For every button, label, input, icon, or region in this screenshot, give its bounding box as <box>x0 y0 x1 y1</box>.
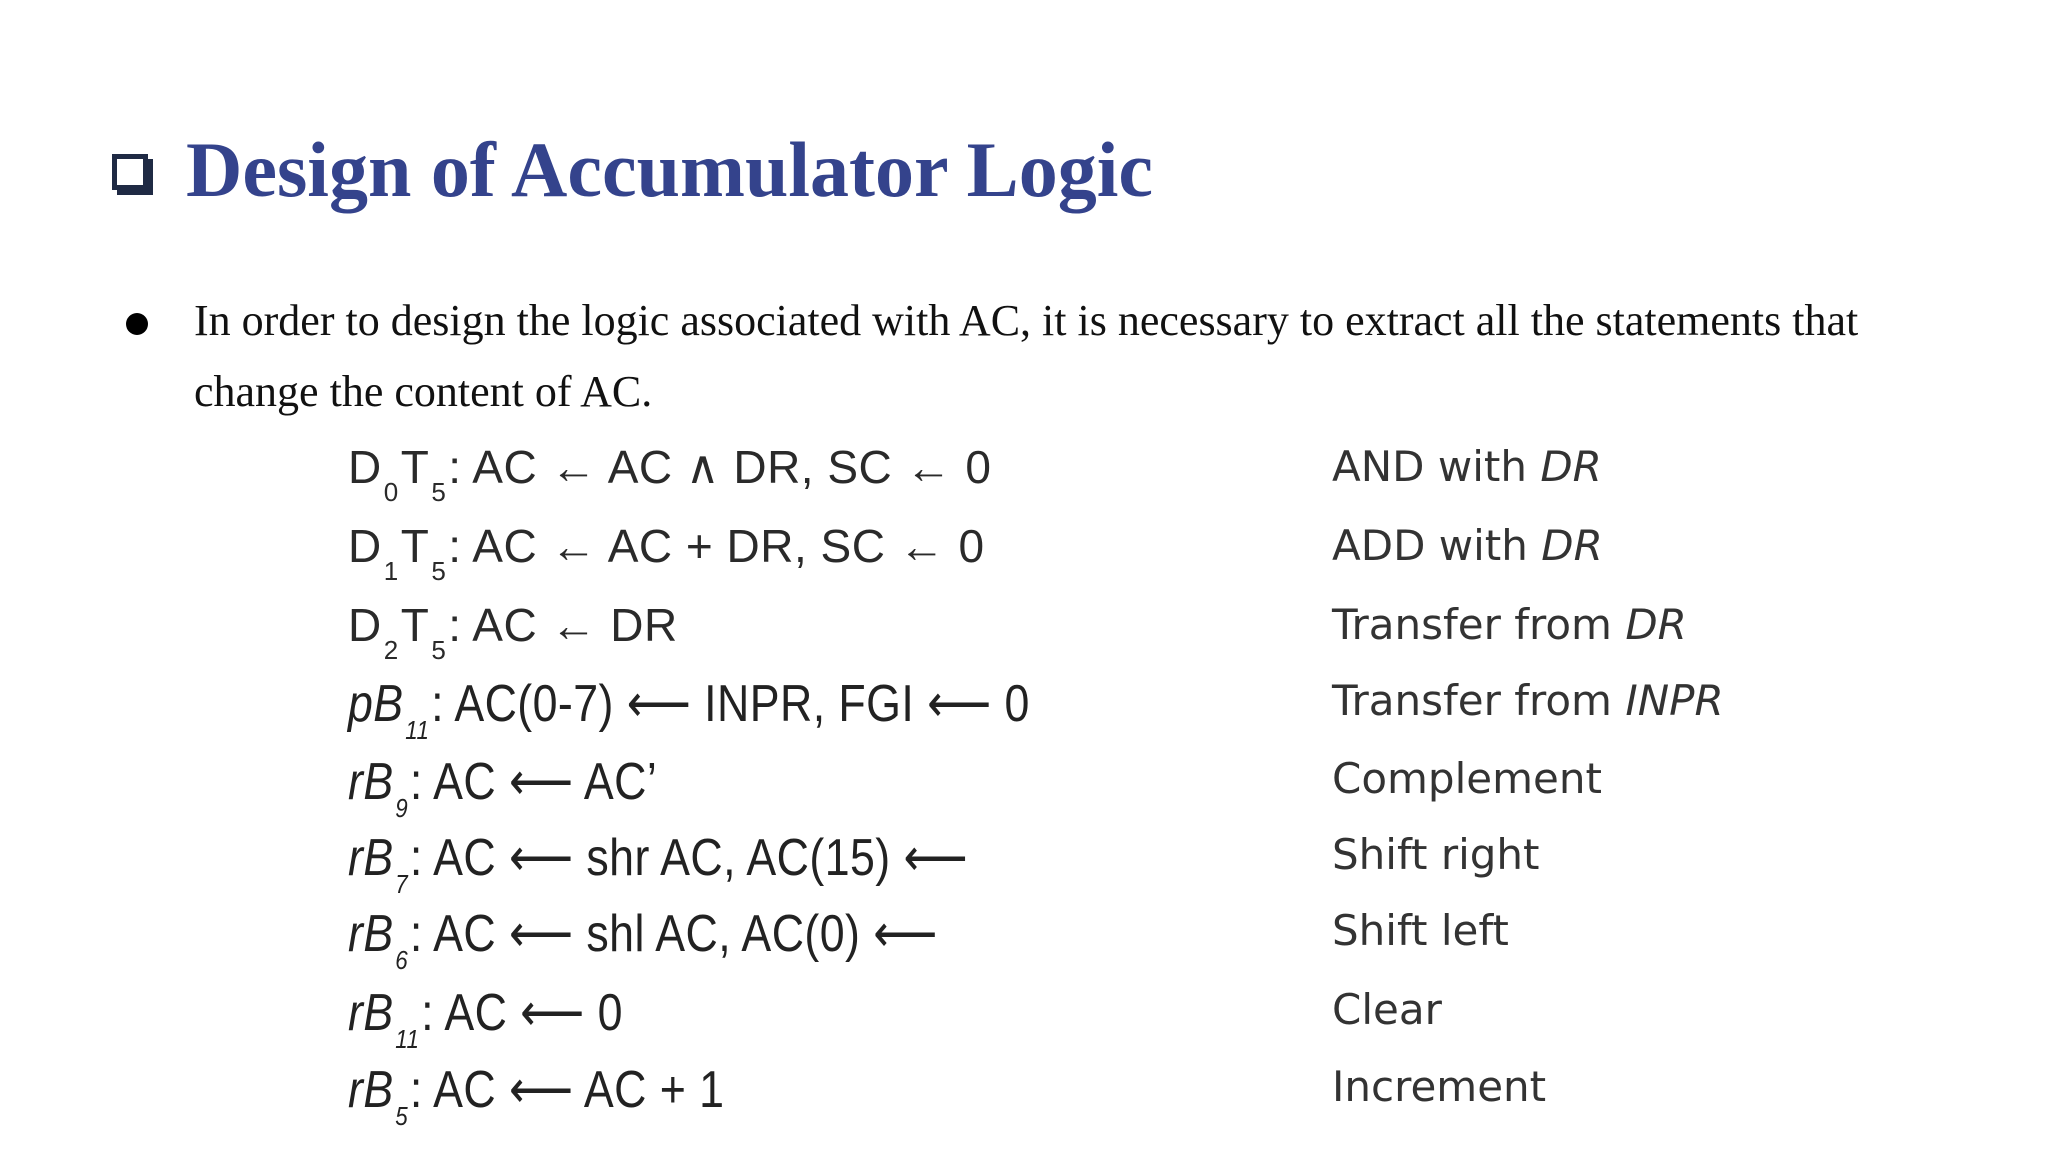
description-text: Complement <box>1332 754 1602 803</box>
statement-expression <box>348 828 968 900</box>
condition-var: D <box>348 520 382 572</box>
statement-expression <box>348 1060 724 1132</box>
statement-expression <box>348 904 938 976</box>
statement-description <box>1332 676 1724 725</box>
description-text: Increment <box>1332 1062 1547 1111</box>
condition-timing: T <box>400 599 430 651</box>
statement-description <box>1332 600 1687 649</box>
bullet-text: In order to design the logic associated with AC, it is necessary to extract all the statements that change the content of AC. <box>194 296 1859 416</box>
description-text: ADD with <box>1332 521 1542 570</box>
statement-description <box>1332 906 1509 955</box>
microoperation: : AC ← AC ∧ DR, SC ← 0 <box>448 441 992 493</box>
condition-subscript: 9 <box>395 793 409 823</box>
description-text: Transfer from <box>1332 676 1626 725</box>
statement-row <box>348 1060 1748 1136</box>
condition-subscript: 11 <box>395 1024 420 1054</box>
microoperation: : AC ← AC + DR, SC ← 0 <box>448 520 985 572</box>
statement-expression <box>348 519 985 587</box>
microoperation: : AC ⟵ AC’ <box>409 753 658 811</box>
microoperation: : AC ⟵ AC + 1 <box>409 1061 725 1119</box>
statement-expression <box>348 752 657 824</box>
statement-description <box>1332 754 1602 803</box>
condition-subscript: 11 <box>405 715 430 745</box>
condition-var: rB <box>348 984 394 1042</box>
statement-row <box>348 674 1748 750</box>
microoperation: : AC ⟵ shr AC, AC(15) ⟵ <box>409 829 969 887</box>
condition-subscript: 2 <box>383 635 399 665</box>
description-text: Clear <box>1332 985 1442 1034</box>
microoperation: : AC ⟵ shl AC, AC(0) ⟵ <box>409 905 938 963</box>
statement-expression <box>348 440 991 508</box>
microoperation: : AC(0-7) ⟵ INPR, FGI ⟵ 0 <box>431 675 1030 733</box>
condition-timing: T <box>400 441 430 493</box>
description-register: DR <box>1540 442 1602 491</box>
condition-subscript: 5 <box>395 1101 409 1131</box>
statement-description <box>1332 830 1540 879</box>
statement-row <box>348 904 1748 980</box>
condition-subscript: 7 <box>395 869 409 899</box>
condition-var: rB <box>348 829 394 887</box>
statement-expression <box>348 674 1030 746</box>
statement-row <box>348 752 1748 828</box>
condition-timing: T <box>400 520 430 572</box>
filled-circle-bullet-icon <box>126 313 148 335</box>
description-text: Shift right <box>1332 830 1540 879</box>
condition-var: D <box>348 441 382 493</box>
statement-row <box>348 983 1748 1059</box>
statement-description <box>1332 1062 1546 1111</box>
condition-var: rB <box>348 1061 394 1119</box>
statement-description <box>1332 521 1603 570</box>
timing-subscript: 5 <box>431 477 447 507</box>
microoperation: : AC ← DR <box>448 599 678 651</box>
description-register: DR <box>1625 600 1687 649</box>
description-text: AND with <box>1332 442 1541 491</box>
condition-var: rB <box>348 905 394 963</box>
timing-subscript: 5 <box>431 556 447 586</box>
hollow-square-bullet-icon <box>112 154 148 190</box>
statement-row <box>348 828 1748 904</box>
condition-subscript: 6 <box>395 945 409 975</box>
statement-expression <box>348 598 678 666</box>
statement-description <box>1332 442 1602 491</box>
condition-subscript: 0 <box>383 477 399 507</box>
statement-row <box>348 598 1748 674</box>
title-row <box>112 120 1153 220</box>
statement-expression <box>348 983 623 1055</box>
description-text: Shift left <box>1332 906 1509 955</box>
condition-subscript: 1 <box>383 556 399 586</box>
statement-description <box>1332 985 1442 1034</box>
description-register: INPR <box>1625 676 1724 725</box>
timing-subscript: 5 <box>431 635 447 665</box>
statement-row <box>348 440 1748 516</box>
statement-row <box>348 519 1748 595</box>
description-text: Transfer from <box>1332 600 1626 649</box>
condition-var: D <box>348 599 382 651</box>
condition-var: pB <box>348 675 404 733</box>
microoperation: : AC ⟵ 0 <box>421 984 623 1042</box>
condition-var: rB <box>348 753 394 811</box>
slide-title: Design of Accumulator Logic <box>186 126 1154 213</box>
description-register: DR <box>1541 521 1603 570</box>
